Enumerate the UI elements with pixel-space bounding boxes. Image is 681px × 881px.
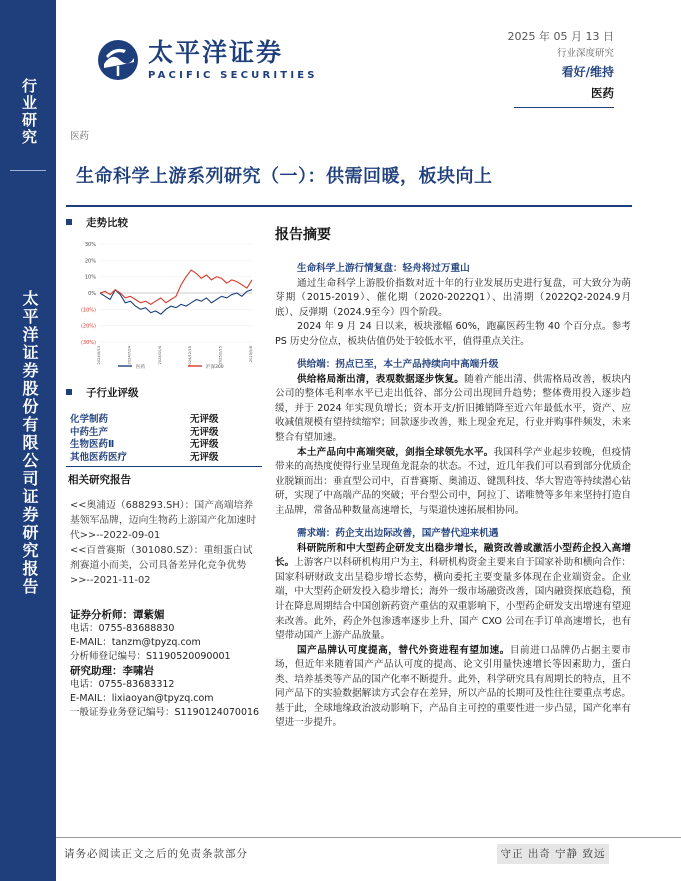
related-heading: 相关研究报告 xyxy=(68,474,131,486)
brand-logo xyxy=(96,38,318,82)
section-heading: 供给端：拐点已至，本土产品持续向中高端升级 xyxy=(297,359,499,371)
footer-disclaimer: 请务必阅读正文之后的免责条款部分 xyxy=(64,848,248,860)
y-tick-label: (20%) xyxy=(80,323,96,330)
abstract-title: 报告摘要 xyxy=(275,227,331,243)
legend-label: 医药 xyxy=(136,365,145,370)
sidebar-label-top: 行业研究 xyxy=(20,78,38,146)
x-tick-label: 2025/5/8 xyxy=(249,346,253,363)
paragraph: 供给格局渐出清，表观数据逐步恢复。随着产能出清、供需格局改善，板块内公司的整体毛利率水平已走出低谷、部分公司出现回升趋势；整体费用投入逐步趋缓，并于 2024 年实现负增长；资本开支/折旧摊销降至近六年最低水平，资产、应收减值规模有望持续缩窄；回款逐步改善，账上现金充足，行业并购事件频发，未来整合有望加速。 xyxy=(275,373,632,444)
assistant-cert: 一般证券业务登记编号：S1190124070016 xyxy=(70,707,260,718)
trend-heading: 走势比较 xyxy=(66,214,262,230)
bullet-square-icon xyxy=(66,389,72,395)
paragraph: 国产品牌认可度提高，替代外资进程有望加速。目前进口品牌仍占据主要市场，但近年来随着国产产品认可度的提高、论文引用量快速增长等因素助力，蛋白类、培养基类等产品的国产化率不断提升。此外，科学研究具有周期长的特点，且不同产品下的实验数据解读方式会存在差异，所以产品的长期可及性往往要重点考虑。基于此，全球地缘政治波动影响下，产品自主可控的重要性进一步凸显，国产化率有望进一步提升。 xyxy=(275,644,632,729)
table-row: 化学制药 无评级 xyxy=(70,414,219,425)
meta-divider xyxy=(514,107,614,108)
related-divider xyxy=(66,466,262,467)
analyst-info xyxy=(70,608,266,720)
report-type: 行业深度研究 xyxy=(556,48,614,59)
brand-name-en: PACIFIC SECURITIES xyxy=(148,70,318,81)
sector-label: 医药 xyxy=(591,86,614,100)
x-tick-label: 2024/7/24 xyxy=(127,346,132,365)
abstract-body xyxy=(275,262,631,731)
analyst-email[interactable]: E-MAIL：tanzm@tpyzq.com xyxy=(70,637,201,648)
x-tick-label: 2024/10/4 xyxy=(157,346,162,365)
footer-divider xyxy=(56,837,681,838)
y-tick-label: 20% xyxy=(84,258,96,265)
y-tick-label: (10%) xyxy=(80,307,96,314)
sub-rating-table xyxy=(70,414,262,464)
section-heading: 需求端：药企支出边际改善，国产替代迎来机遇 xyxy=(297,528,499,540)
paragraph: 2024 年 9 月 24 日以来，板块涨幅 60%，跑赢医药生物 40 个百分点。参考 PS 历史分位点，板块估值仍处于较低水平，值得重点关注。 xyxy=(275,321,631,347)
trend-chart xyxy=(66,236,262,372)
x-tick-label: 2024/5/13 xyxy=(97,346,101,365)
sidebar-label-bottom: 太平洋证券股份有限公司证券研究报告 xyxy=(20,290,39,596)
paragraph: 本土产品向中高端突破，剑指全球领先水平。我国科学产业起步较晚，但疫情带来的高热度使得行业呈现鱼龙混杂的状态。不过，近几年我们可以看到部分优质企业脱颖而出：垂直型公司中，百普赛斯、奥浦迈、键凯科技、华大智造等持续潜心钻研，实现了中高端产品的突破；平台型公司中，阿拉丁、诺唯赞等多年来坚持打造自主品牌，常备品种数量高速增长，与渠道快速拓展相协同。 xyxy=(275,446,631,516)
sub-rating-section xyxy=(66,384,139,400)
assistant-name: 研究助理：李啸岩 xyxy=(70,665,154,677)
section-heading: 生命科学上游行情复盘：轻舟将过万重山 xyxy=(297,263,470,274)
assistant-phone: 电话：0755-83683312 xyxy=(70,679,175,690)
abstract-header xyxy=(275,224,633,244)
table-row: 生物医药Ⅱ 无评级 xyxy=(70,439,219,450)
report-meta xyxy=(508,28,614,102)
report-date: 2025 年 05 月 13 日 xyxy=(507,30,614,43)
bullet-square-icon xyxy=(66,219,72,225)
brand-name-cn: 太平洋证券 xyxy=(148,38,284,67)
analyst-phone: 电话：0755-83688830 xyxy=(70,623,175,634)
trend-section xyxy=(66,214,262,230)
paragraph: 通过生命科学上游股价指数对近十年的行业发展历史进行复盘，可大致分为萌芽期（2015-2019）、催化期（2020-2022Q1）、出清期（2022Q2-2024.9月底）、反弹期（2024.9至今）四个阶段。 xyxy=(275,277,631,318)
title-divider xyxy=(66,205,632,207)
table-row: 中药生产 无评级 xyxy=(70,426,219,438)
x-tick-label: 2025/2/25 xyxy=(218,346,223,365)
logo-mark-icon xyxy=(96,38,140,82)
footer-motto: 守正 出奇 宁静 致远 xyxy=(497,844,609,864)
y-tick-label: 30% xyxy=(84,242,96,248)
series-line-医药 xyxy=(100,290,252,315)
related-link-1[interactable]: <<奥浦迈（688293.SH）：国产高端培养基领军品牌，迈向生物药上游国产化加速时代>>--2022-09-01 xyxy=(70,500,257,541)
paragraph: 科研院所和中大型药企研发支出稳步增长，融资改善或激活小型药企投入高增长。上游客户以科研机构用户为主，科研机构资金主要来自于国家补助和横向合作：国家科研财政支出呈稳步增长态势，横向委托主要变量多体现在企业端资金。企业端，中大型药企研发投入稳步增长；海外一级市场融资改善，国内融资探底趋稳，预计在降息周期结合中国创新药资产重估的双重影响下，小型药企研发支出增速有望迎来改善。此外，药企外包渗透率逐步上升、国产 CXO 公司在手订单高速增长，也有望带动国产上游产品放量。 xyxy=(275,542,632,642)
assistant-email[interactable]: E-MAIL：lixiaoyan@tpyzq.com xyxy=(70,693,214,704)
rating-badge: 看好/维持 xyxy=(561,65,614,79)
y-tick-label: 0% xyxy=(88,291,96,297)
related-link-2[interactable]: <<百普赛斯（301080.SZ）：重组蛋白试剂赛道小而美，公司具备差异化竞争优势>>--2021-11-02 xyxy=(70,545,253,586)
analyst-name: 证券分析师：谭紫媚 xyxy=(70,609,165,621)
legend-label: 沪深300 xyxy=(206,365,224,370)
x-tick-label: 2024/12/15 xyxy=(188,346,193,367)
y-tick-label: 10% xyxy=(84,274,96,281)
breadcrumb: 医药 xyxy=(70,131,90,142)
page-title: 生命科学上游系列研究（一）：供需回暖，板块向上 xyxy=(76,166,493,187)
related-list xyxy=(70,498,262,588)
sidebar-divider xyxy=(10,170,46,171)
sub-rating-heading: 子行业评级 xyxy=(66,384,139,400)
sidebar xyxy=(0,0,56,881)
table-row: 其他医药医疗 无评级 xyxy=(70,451,219,463)
y-tick-label: (30%) xyxy=(80,340,96,346)
analyst-cert: 分析师登记编号：S1190520090001 xyxy=(70,651,231,662)
